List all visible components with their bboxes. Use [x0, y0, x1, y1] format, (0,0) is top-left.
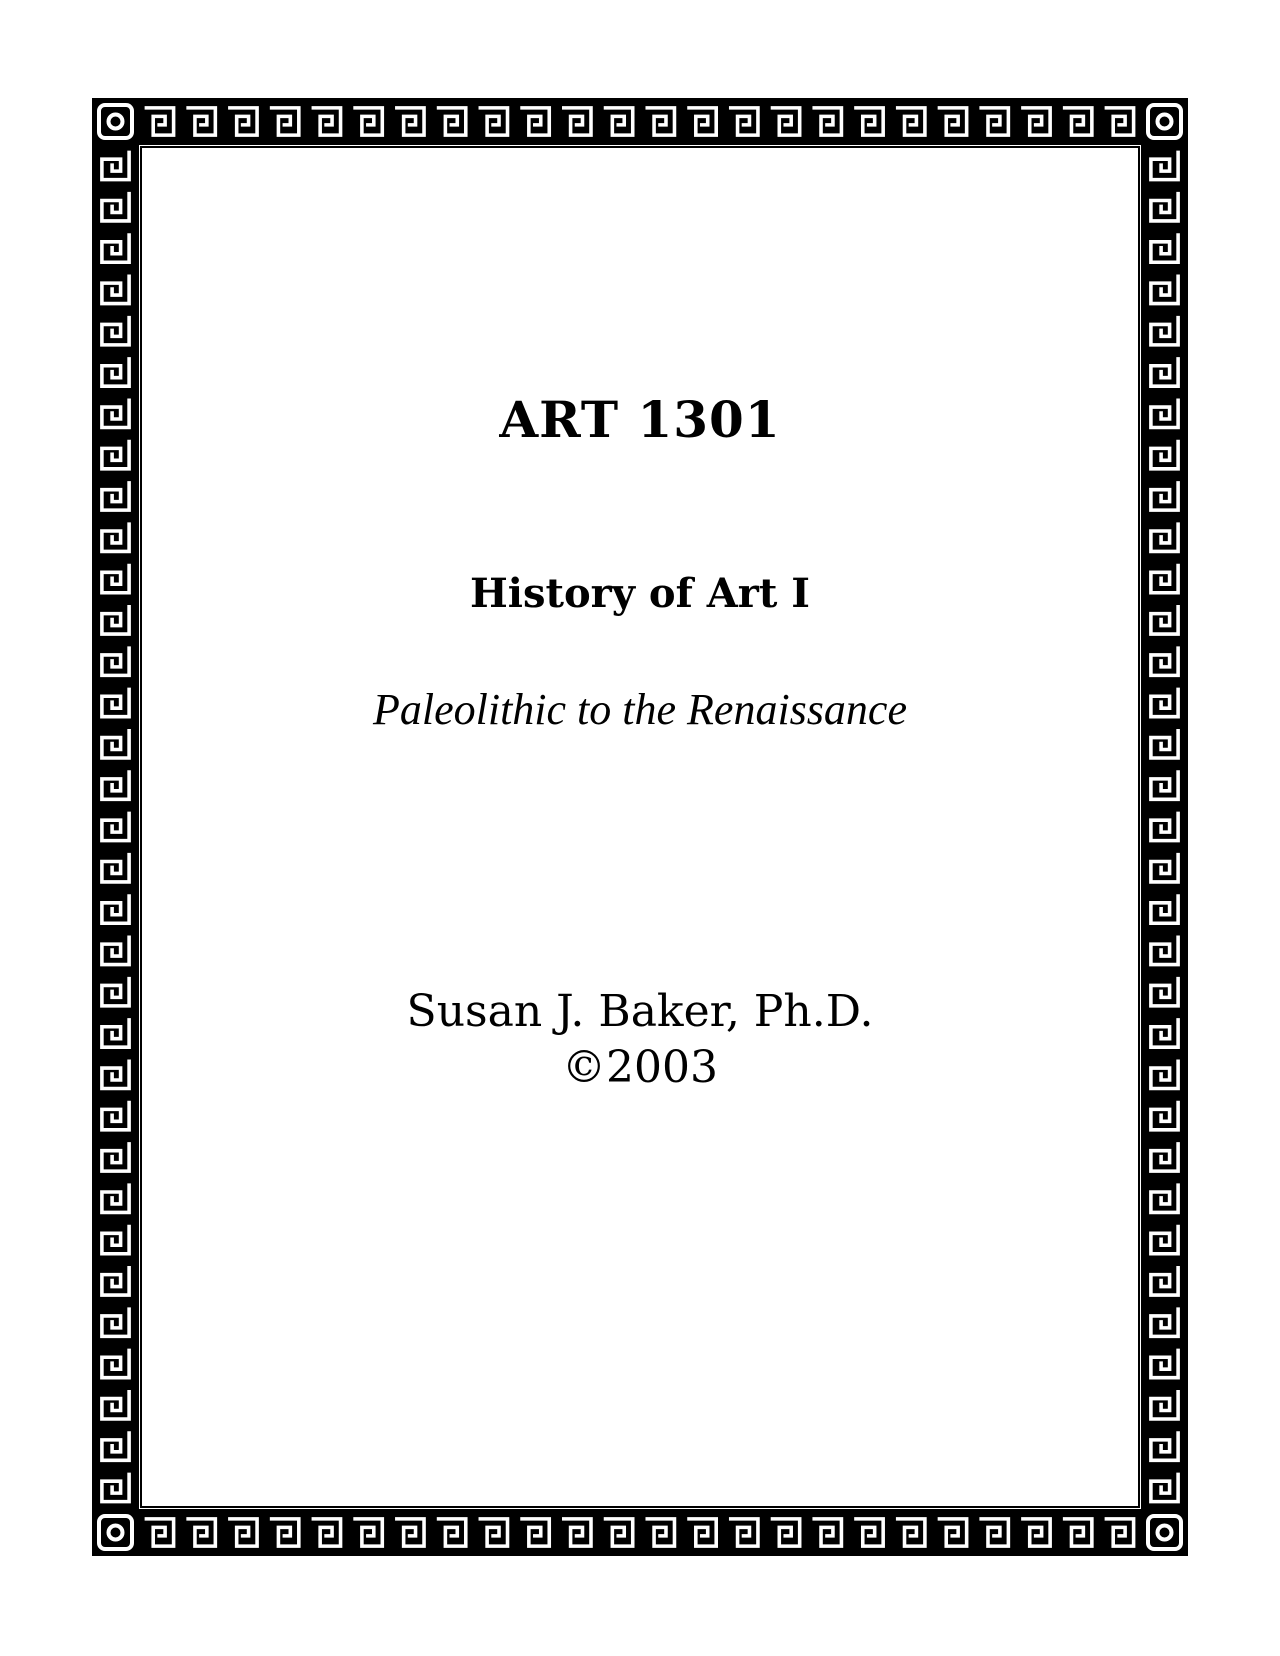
course-name: History of Art I [470, 570, 810, 617]
course-code: ART 1301 [499, 390, 781, 449]
title-page [141, 146, 1139, 1504]
author-name: Susan J. Baker, Ph.D. [406, 986, 874, 1037]
copyright-notice: ©2003 [562, 1042, 718, 1093]
course-subtitle: Paleolithic to the Renaissance [373, 685, 907, 734]
author-block [141, 984, 1139, 1096]
